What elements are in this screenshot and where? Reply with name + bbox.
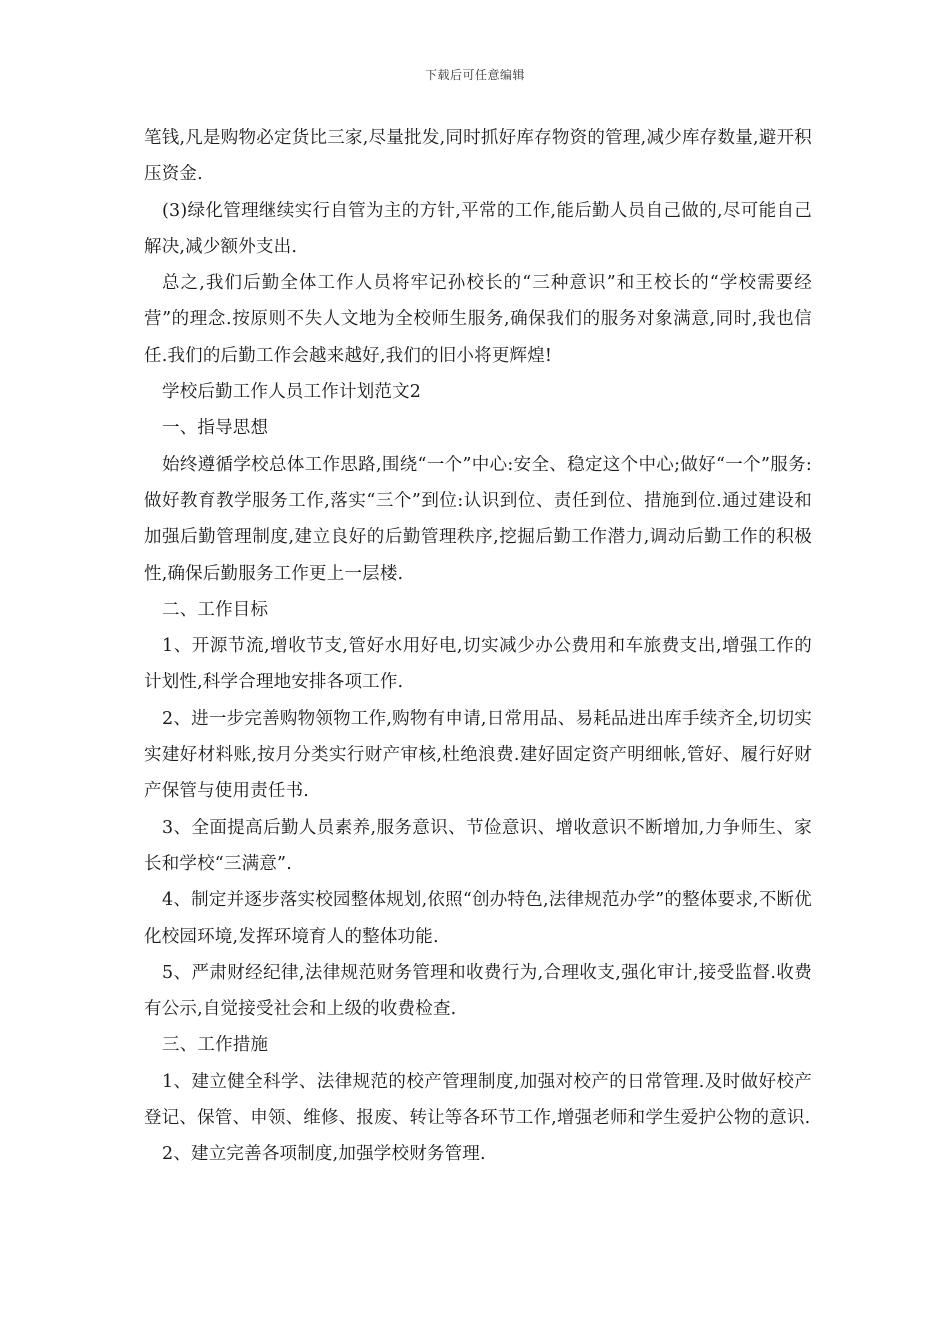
goal-item-1: 1、开源节流,增收节支,管好水用好电,切实减少办公费用和车旅费支出,增强工作的计划性,科学合理地安排各项工作. bbox=[144, 636, 812, 693]
paragraph-summary: 总之,我们后勤全体工作人员将牢记孙校长的“三种意识”和王校长的“学校需要经营”的理念.按原则不失人文地为全校师生服务,确保我们的服务对象满意,同时,我也信任.我们的后勤工作会越来越好,我们的旧小将更辉煌! bbox=[144, 273, 812, 366]
paragraph-greening: (3)绿化管理继续实行自管为主的方针,平常的工作,能后勤人员自己做的,尽可能自己解决,减少额外支出. bbox=[144, 200, 812, 257]
measure-item-1: 1、建立健全科学、法律规范的校产管理制度,加强对校产的日常管理.及时做好校产登记、保管、申领、维修、报废、转让等各环节工作,增强老师和学生爱护公物的意识. bbox=[144, 1071, 812, 1129]
paragraph-guiding-ideology: 始终遵循学校总体工作思路,围绕“一个”中心:安全、稳定这个中心;做好“一个”服务:做好教育教学服务工作,落实“三个”到位:认识到位、责任到位、措施到位.通过建设和加强后勤管理制度,建立良好的后勤管理秩序,挖掘后勤工作潜力,调动后勤工作的积极性,确保后勤服务工作更上一层楼. bbox=[144, 454, 812, 584]
section-title: 学校后勤工作人员工作计划范文2 bbox=[162, 382, 422, 403]
measure-item-2: 2、建立完善各项制度,加强学校财务管理. bbox=[162, 1144, 486, 1165]
page-header: 下载后可任意编辑 bbox=[424, 68, 525, 82]
paragraph-continuation: 笔钱,凡是购物必定货比三家,尽量批发,同时抓好库存物资的管理,减少库存数量,避开积压资金. bbox=[144, 128, 812, 185]
goal-item-2: 2、进一步完善购物领物工作,购物有申请,日常用品、易耗品进出库手续齐全,切切实实建好材料账,按月分类实行财产审核,杜绝浪费.建好固定资产明细帐,管好、履行好财产保管与使用责任书. bbox=[144, 708, 812, 802]
heading-guiding-ideology: 一、指导思想 bbox=[162, 418, 269, 439]
goal-item-3: 3、全面提高后勤人员素养,服务意识、节俭意识、增收意识不断增加,力争师生、家长和学校“三满意”. bbox=[144, 817, 812, 874]
document-body bbox=[144, 120, 812, 1173]
heading-work-measures: 三、工作措施 bbox=[162, 1035, 269, 1056]
goal-item-5: 5、严肃财经纪律,法律规范财务管理和收费行为,合理收支,强化审计,接受监督.收费有公示,自觉接受社会和上级的收费检查. bbox=[144, 962, 812, 1020]
heading-work-goals: 二、工作目标 bbox=[162, 599, 269, 620]
goal-item-4: 4、制定并逐步落实校园整体规划,依照“创办特色,法律规范办学”的整体要求,不断优化校园环境,发挥环境育人的整体功能. bbox=[144, 890, 812, 947]
